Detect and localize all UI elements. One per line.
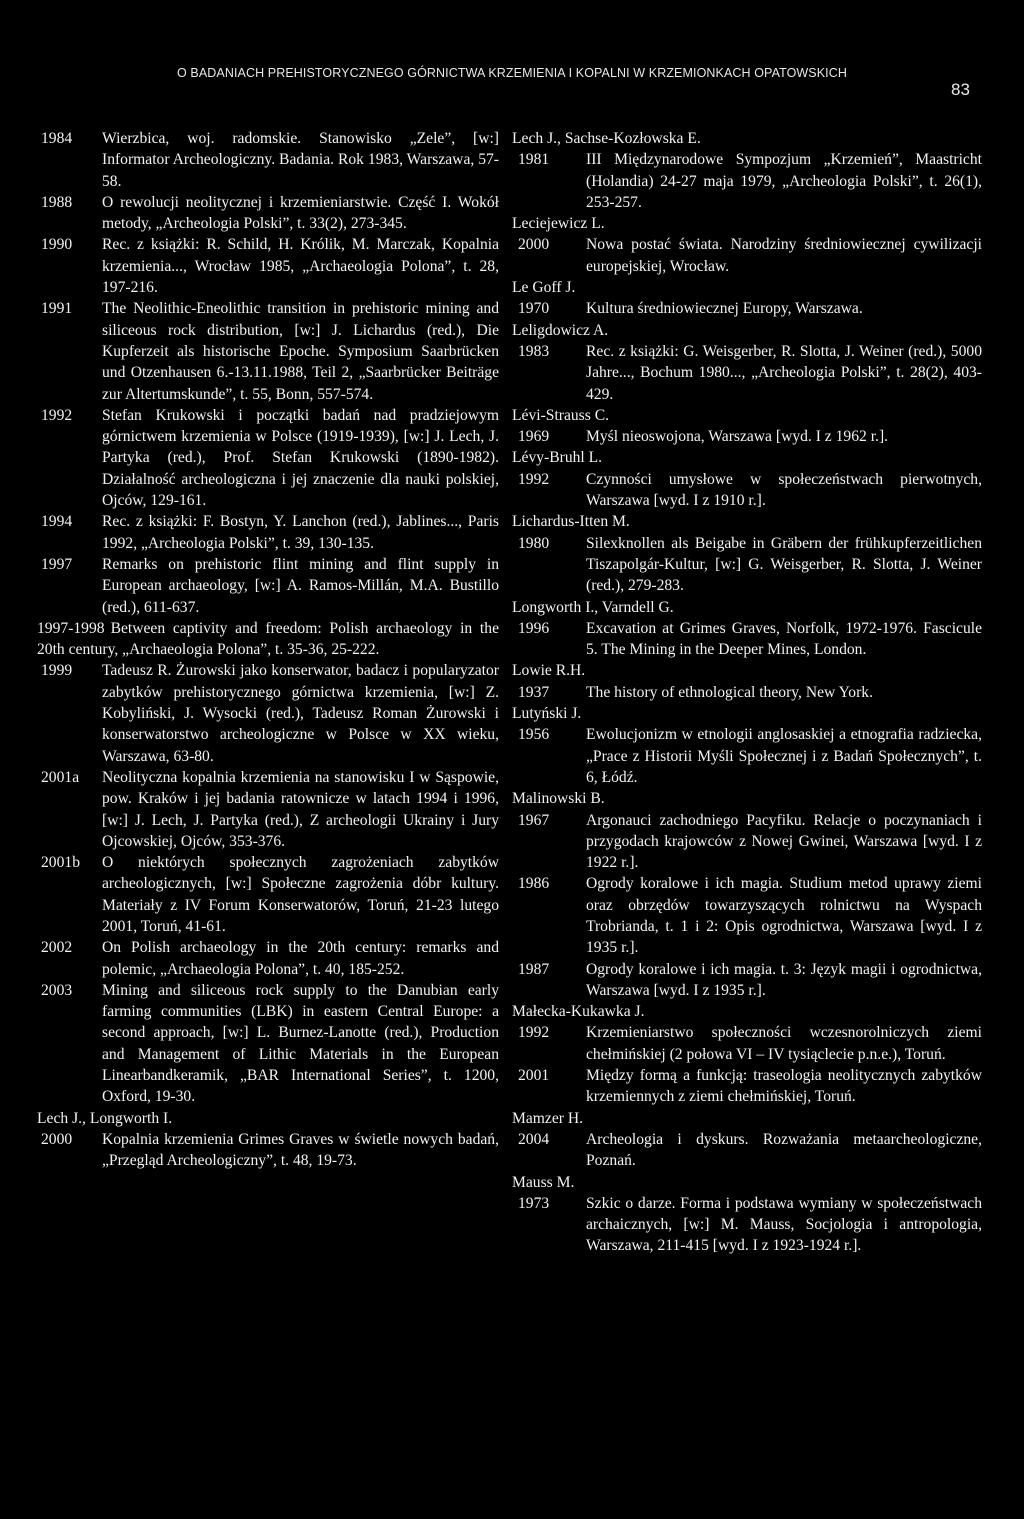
entry-year: 1997 — [41, 555, 73, 573]
entry-text: Krzemieniarstwo społeczności wczesnorolniczych ziemi chełmińskiej (2 połowa VI – IV tysiąclecie p.n.e.), Toruń. — [586, 1024, 982, 1063]
entry-year: 1956 — [518, 726, 550, 744]
entry-year: 1988 — [41, 193, 73, 211]
entry-year: 2000 — [518, 236, 550, 254]
entry-year: 1937 — [518, 683, 550, 701]
author-heading: Lichardus-Itten M. — [512, 513, 630, 531]
author-heading: Lowie R.H. — [512, 662, 586, 680]
entry-year: 1969 — [518, 428, 550, 446]
entry-year: 1981 — [518, 151, 550, 169]
entry-year: 1999 — [41, 662, 73, 680]
bibliography-entry — [512, 1065, 982, 1108]
running-head: O BADANIACH PREHISTORYCZNEGO GÓRNICTWA KRZEMIENIA I KOPALNI W KRZEMIONKACH OPATOWSKICH — [176, 66, 848, 80]
entry-year: 1984 — [41, 130, 73, 147]
bibliography-entry — [512, 469, 982, 512]
entry-year: 2002 — [41, 939, 73, 957]
bibliography-entry — [37, 980, 499, 1108]
entry-year: 1983 — [518, 342, 550, 360]
entry-text: Neolityczna kopalnia krzemienia na stanowisku I w Sąspowie, pow. Kraków i jej badania ratownicze w latach 1994 i 1996, [w:] J. Lech, J. Partyka (red.), Z archeologii Ukrainy i Jury Ojcowskiej, Ojców, 353-376. — [102, 768, 499, 850]
bibliography-entry — [512, 682, 982, 703]
entry-text: O rewolucji neolitycznej i krzemieniarstwie. Część I. Wokół metody, „Archeologia Polski”, t. 33(2), 273-345. — [102, 193, 499, 233]
entry-text: Tadeusz R. Żurowski jako konserwator, badacz i popularyzator zabytków prehistorycznego górnictwa krzemienia, [w:] Z. Kobyliński, J. Wysocki (red.), Tadeusz Roman Żurowski i konserwatorstwo archeologiczne w Polsce w XX wieku, Warszawa, 63-80. — [102, 662, 499, 765]
bibliography-entry — [37, 1129, 499, 1172]
entry-text: The Neolithic-Eneolithic transition in prehistoric mining and siliceous rock distribution, [w:] J. Lichardus (red.), Die Kupferzeit als historische Epoche. Symposium Saarbrücken und Otzenhausen 6.-13.11.1988, Teil 2, „Saarbrücker Beiträge zur Altertumskunde”, t. 55, Bonn, 557-574. — [102, 300, 499, 403]
author-heading: Lech J., Sachse-Kozłowska E. — [512, 130, 701, 147]
author-heading: Leciejewicz L. — [512, 215, 605, 233]
entry-text: Silexknollen als Beigabe in Gräbern der frühkupferzeitlichen Tiszapolgár-Kultur, [w:] G. Weisgerber, R. Slotta, J. Weiner (red.), 279-283. — [586, 534, 982, 595]
entry-year: 2004 — [518, 1130, 550, 1148]
entry-year: 2001b — [41, 854, 80, 872]
entry-text: Excavation at Grimes Graves, Norfolk, 1972-1976. Fascicule 5. The Mining in the Deeper Mines, London. — [586, 619, 982, 659]
author-heading: Malinowski B. — [512, 790, 605, 808]
entry-text: Ewolucjonizm w etnologii anglosaskiej a etnografia radziecka, „Prace z Historii Myśli Społecznej i z Badań Społecznych”, t. 6, Łódź. — [586, 726, 982, 786]
left-column — [37, 128, 499, 1172]
entry-text: Ogrody koralowe i ich magia. Studium metod uprawy ziemi oraz obrzędów towarzyszących rolnictwu na Wyspach Trobrianda, t. 1 i 2: Opis ogrodnictwa, Warszawa [wyd. I z 1935 r.]. — [586, 875, 982, 957]
author-heading: Mamzer H. — [512, 1109, 584, 1127]
entry-year: 1980 — [518, 534, 550, 552]
author-heading: Leligdowicz A. — [512, 321, 609, 339]
author-heading: Lech J., Longworth I. — [37, 1109, 173, 1127]
entry-text: Ogrody koralowe i ich magia. t. 3: Język magii i ogrodnictwa, Warszawa [wyd. I z 1935 r.]. — [586, 960, 982, 999]
bibliography-entry — [512, 149, 982, 213]
bibliography-entry — [512, 810, 982, 874]
author-heading: Lévi-Strauss C. — [512, 406, 610, 424]
entry-year: 1992 — [518, 470, 550, 488]
entry-text: Mining and siliceous rock supply to the Danubian early farming communities (LBK) in eastern Central Europe: a second approach, [w:] L. Burnez-Lanotte (red.), Production and Management of Lithic Materials in the European Linearbandkeramik, „BAR International Series”, t. 1200, Oxford, 19-30. — [102, 981, 499, 1106]
bibliography-entry — [37, 128, 499, 192]
entry-year: 1967 — [518, 811, 550, 829]
entry-text: Between captivity and freedom: Polish archaeology in the 20th century, „Archaeologia Polona”, t. 35-36, 25-222. — [37, 619, 499, 659]
author-heading: Mauss M. — [512, 1173, 575, 1191]
bibliography-entry — [512, 1193, 982, 1257]
entry-text: Nowa postać świata. Narodziny średniowiecznej cywilizacji europejskiej, Wrocław. — [586, 236, 982, 275]
bibliography-entry — [37, 767, 499, 852]
entry-year: 2001a — [41, 768, 80, 786]
bibliography-entry — [512, 873, 982, 958]
entry-text: Archeologia i dyskurs. Rozważania metaarcheologiczne, Poznań. — [586, 1130, 982, 1170]
entry-year: 1987 — [518, 960, 550, 978]
entry-year: 2000 — [41, 1130, 73, 1148]
bibliography-entry — [37, 511, 499, 554]
entry-year: 2001 — [518, 1067, 550, 1085]
bibliography-entry — [512, 1022, 982, 1065]
entry-text: III Międzynarodowe Sympozjum „Krzemień”, Maastricht (Holandia) 24-27 maja 1979, „Archeologia Polski”, t. 26(1), 253-257. — [586, 151, 982, 211]
bibliography-entry — [37, 660, 499, 766]
entry-text: Wierzbica, woj. radomskie. Stanowisko „Zele”, [w:] Informator Archeologiczny. Badania. Rok 1983, Warszawa, 57-58. — [102, 130, 499, 190]
entry-year: 1997-1998 — [37, 619, 105, 637]
author-heading: Małecka-Kukawka J. — [512, 1003, 645, 1021]
bibliography-entry — [512, 1129, 982, 1172]
entry-text: Szkic o darze. Forma i podstawa wymiany w społeczeństwach archaicznych, [w:] M. Mauss, Socjologia i antropologia, Warszawa, 211-415 [wyd. I z 1923-1924 r.]. — [586, 1194, 982, 1255]
entry-text: Myśl nieoswojona, Warszawa [wyd. I z 1962 r.]. — [586, 428, 889, 446]
bibliography-entry — [512, 724, 982, 788]
bibliography-entry — [37, 554, 499, 618]
bibliography-entry — [512, 618, 982, 661]
entry-year: 1996 — [518, 619, 550, 637]
entry-year: 1990 — [41, 236, 73, 254]
entry-year: 1992 — [41, 406, 73, 424]
entry-text: Stefan Krukowski i początki badań nad pradziejowym górnictwem krzemienia w Polsce (1919-1939), [w:] J. Lech, J. Partyka (red.), Prof. Stefan Krukowski (1890-1982). Działalność archeologiczna i jej znaczenie dla nauki polskiej, Ojców, 129-161. — [102, 406, 499, 510]
bibliography-entry — [512, 341, 982, 405]
entry-text: Argonauci zachodniego Pacyfiku. Relacje o poczynaniach i przygodach krajowców z Nowej Gwinei, Warszawa [wyd. I z 1922 r.]. — [586, 811, 982, 872]
bibliography-entry — [37, 618, 499, 661]
entry-text: Między formą a funkcją: traseologia neolitycznych zabytków krzemiennych z ziemi chełmińskiej, Toruń. — [586, 1067, 982, 1106]
entry-text: Remarks on prehistoric flint mining and flint supply in European archaeology, [w:] A. Ramos-Millán, M.A. Bustillo (red.), 611-637. — [102, 555, 499, 616]
bibliography-entry — [512, 426, 982, 447]
bibliography-entry — [512, 234, 982, 277]
entry-text: Kultura średniowiecznej Europy, Warszawa. — [586, 300, 863, 318]
entry-text: O niektórych społecznych zagrożeniach zabytków archeologicznych, [w:] Społeczne zagrożenia dóbr kultury. Materiały z IV Forum Konserwatorów, Toruń, 21-23 lutego 2001, Toruń, 41-61. — [102, 854, 499, 935]
entry-text: Rec. z książki: F. Bostyn, Y. Lanchon (red.), Jablines..., Paris 1992, „Archeologia Polski”, t. 39, 130-135. — [102, 513, 499, 552]
bibliography-entry — [37, 298, 499, 404]
author-heading: Lévy-Bruhl L. — [512, 449, 603, 467]
bibliography-entry — [37, 937, 499, 980]
author-heading: Le Goff J. — [512, 279, 576, 297]
entry-year: 1992 — [518, 1024, 550, 1042]
entry-year: 1986 — [518, 875, 550, 893]
bibliography-entry — [37, 405, 499, 511]
author-heading: Longworth I., Varndell G. — [512, 598, 674, 616]
entry-text: On Polish archaeology in the 20th century: remarks and polemic, „Archaeologia Polona”, t. 40, 185-252. — [102, 939, 499, 978]
author-heading: Lutyński J. — [512, 705, 582, 723]
bibliography-entry — [37, 192, 499, 235]
right-column — [512, 128, 982, 1257]
entry-year: 1994 — [41, 513, 73, 531]
bibliography-entry — [512, 298, 982, 319]
entry-year: 1970 — [518, 300, 550, 318]
entry-text: The history of ethnological theory, New York. — [586, 683, 873, 701]
entry-year: 2003 — [41, 981, 73, 999]
entry-year: 1991 — [41, 300, 73, 318]
entry-year: 1973 — [518, 1194, 550, 1212]
bibliography-entry — [37, 852, 499, 937]
entry-text: Rec. z książki: G. Weisgerber, R. Slotta, J. Weiner (red.), 5000 Jahre..., Bochum 1980..., „Archeologia Polski”, t. 28(2), 403-429. — [586, 342, 982, 403]
bibliography-entry — [37, 234, 499, 298]
entry-text: Czynności umysłowe w społeczeństwach pierwotnych, Warszawa [wyd. I z 1910 r.]. — [586, 470, 982, 510]
bibliography-entry — [512, 959, 982, 1002]
entry-text: Kopalnia krzemienia Grimes Graves w świetle nowych badań, „Przegląd Archeologiczny”, t. 48, 19-73. — [102, 1130, 499, 1170]
page-number: 83 — [951, 80, 970, 99]
entry-text: Rec. z książki: R. Schild, H. Królik, M. Marczak, Kopalnia krzemienia..., Wrocław 1985, „Archaeologia Polona”, t. 28, 197-216. — [102, 236, 499, 297]
bibliography-entry — [512, 533, 982, 597]
